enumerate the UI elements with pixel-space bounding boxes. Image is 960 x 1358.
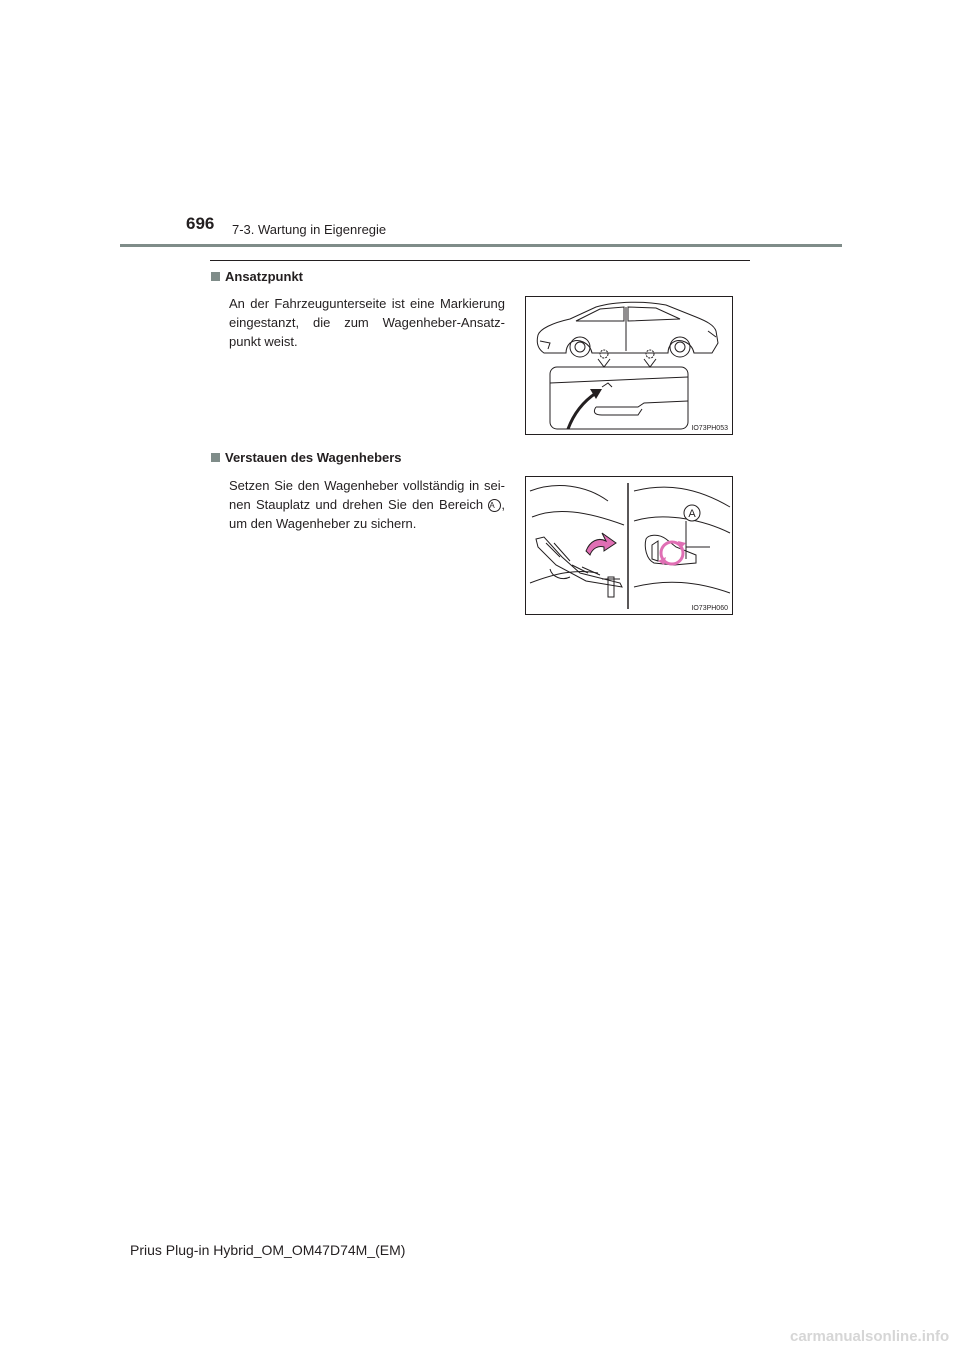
page-number: 696 [186, 214, 215, 233]
heading-text: Ansatzpunkt [225, 269, 303, 284]
body-text-part: Setzen Sie den Wagenheber vollständig in sei-nen Stauplatz und drehen Sie den Bereich [229, 478, 505, 512]
watermark: carmanualsonline.info [790, 1328, 950, 1345]
car-underside-illustration [526, 297, 732, 434]
figure-code: IO73PH060 [691, 605, 728, 612]
figure-jack-point [525, 296, 733, 435]
body-text-verstauen [229, 476, 505, 533]
heading-verstauen [211, 450, 402, 465]
square-bullet-icon [211, 453, 220, 462]
square-bullet-icon [211, 272, 220, 281]
circled-label-a: A [488, 499, 501, 512]
figure-jack-storage [525, 476, 733, 615]
section-divider [210, 260, 750, 261]
jack-storage-illustration [526, 477, 732, 614]
heading-text: Verstauen des Wagenhebers [225, 450, 402, 465]
section-title: 7-3. Wartung in Eigenregie [232, 222, 387, 237]
header-rule [120, 244, 842, 247]
body-text-part: , um den Wagenheber zu sichern. [229, 497, 505, 531]
heading-ansatzpunkt [211, 269, 303, 284]
figure-code: IO73PH053 [691, 425, 728, 432]
callout-label-a: A [688, 508, 696, 520]
body-text-ansatzpunkt: An der Fahrzeugunterseite ist eine Markierung eingestanzt, die zum Wagenheber-Ansatz-punkt weist. [229, 296, 505, 349]
footer-manual-id: Prius Plug-in Hybrid_OM_OM47D74M_(EM) [130, 1242, 406, 1258]
